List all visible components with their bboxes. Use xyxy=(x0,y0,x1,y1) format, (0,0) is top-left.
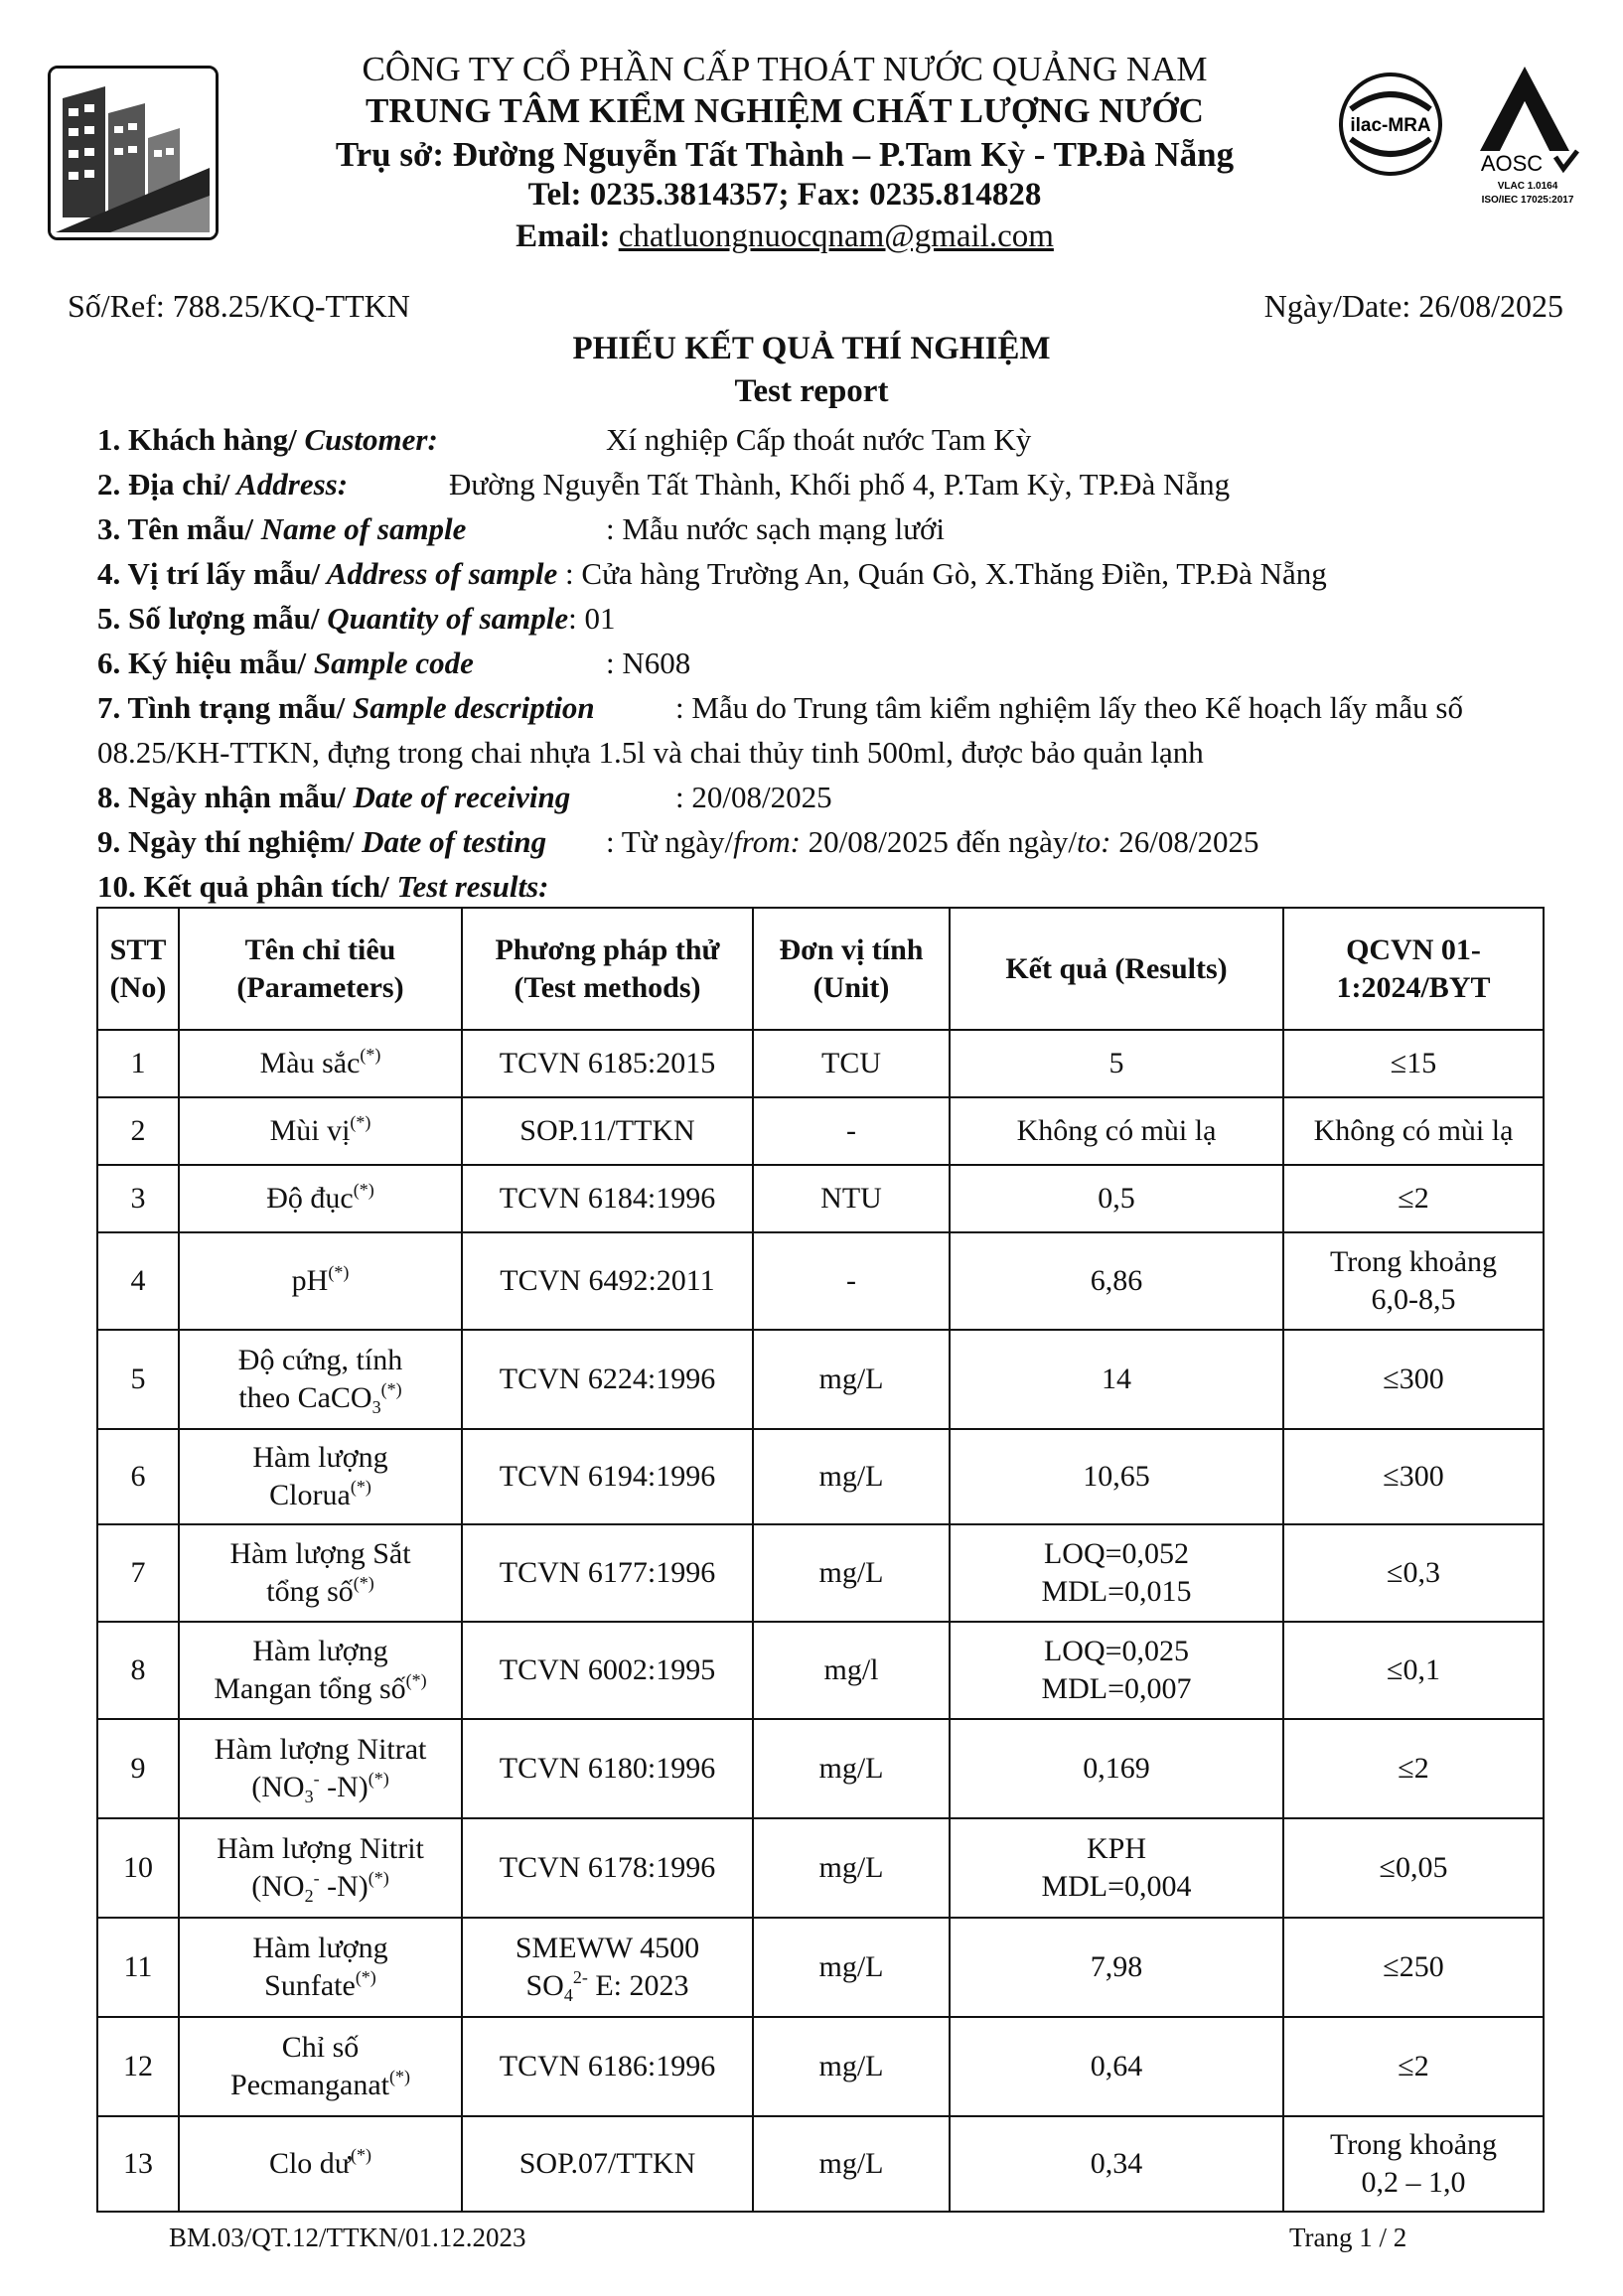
cell-param: pH(*) xyxy=(179,1232,462,1330)
email-label: Email: xyxy=(516,218,619,254)
cell-limit: ≤0,3 xyxy=(1283,1524,1544,1622)
table-header-row xyxy=(97,908,1544,1030)
company-name: CÔNG TY CỔ PHẦN CẤP THOÁT NƯỚC QUẢNG NAM xyxy=(362,50,1208,88)
table-row xyxy=(97,2116,1544,2212)
receive-date-value: : 20/08/2025 xyxy=(675,780,832,814)
contact-email xyxy=(248,218,1321,255)
cell-limit: ≤300 xyxy=(1283,1330,1544,1429)
sample-name-value: : Mẫu nước sạch mạng lưới xyxy=(606,511,946,546)
cell-no: 7 xyxy=(97,1524,179,1622)
testing-date-label-en: Date of testing xyxy=(354,824,547,859)
cell-unit: mg/L xyxy=(753,1818,950,1918)
svg-text:AOSC: AOSC xyxy=(1480,151,1544,176)
report-title: PHIẾU KẾT QUẢ THÍ NGHIỆM xyxy=(572,331,1051,366)
cell-param: Chỉ số Pecmanganat(*) xyxy=(179,2017,462,2116)
form-code: BM.03/QT.12/TTKN/01.12.2023 xyxy=(169,2223,526,2252)
header-parameters: Tên chỉ tiêu (Parameters) xyxy=(179,908,462,1030)
sample-location-line xyxy=(97,556,1327,592)
cell-limit: ≤2 xyxy=(1283,1719,1544,1818)
table-row xyxy=(97,1232,1544,1330)
header-unit: Đơn vị tính (Unit) xyxy=(753,908,950,1030)
cell-method: SOP.07/TTKN xyxy=(462,2116,753,2212)
ilac-mra-logo xyxy=(1336,70,1445,179)
cell-param: Hàm lượng Nitrat ($NO_3^-$ -N)(*) xyxy=(179,1719,462,1818)
table-row xyxy=(97,1330,1544,1429)
testing-date-value xyxy=(606,824,1258,860)
testing-to-value: 26/08/2025 xyxy=(1110,824,1259,859)
cell-param: Hàm lượng Mangan tổng số(*) xyxy=(179,1622,462,1719)
sample-quantity-label-en: Quantity of sample xyxy=(319,601,569,636)
table-row xyxy=(97,1165,1544,1232)
receive-date-line xyxy=(97,780,570,815)
svg-text:ilac-MRA: ilac-MRA xyxy=(1350,115,1431,136)
header-no: STT (No) xyxy=(97,908,179,1030)
cell-result: 0,169 xyxy=(950,1719,1283,1818)
sample-description-value: : Mẫu do Trung tâm kiểm nghiệm lấy theo Kế hoạch lấy mẫu số xyxy=(675,690,1463,725)
sample-description-value-cont: 08.25/KH-TTKN, đựng trong chai nhựa 1.5l và chai thủy tinh 500ml, được bảo quản lạnh xyxy=(97,735,1204,770)
cell-unit: mg/L xyxy=(753,1719,950,1818)
customer-value: Xí nghiệp Cấp thoát nước Tam Kỳ xyxy=(606,422,1032,457)
customer-label-en: Customer: xyxy=(296,422,438,457)
header-results: Kết quả (Results) xyxy=(950,908,1283,1030)
table-row xyxy=(97,1622,1544,1719)
cell-limit: ≤2 xyxy=(1283,2017,1544,2116)
cell-unit: mg/L xyxy=(753,1429,950,1524)
header-limit: QCVN 01- 1:2024/BYT xyxy=(1283,908,1544,1030)
cell-limit: ≤250 xyxy=(1283,1918,1544,2017)
cell-method: TCVN 6180:1996 xyxy=(462,1719,753,1818)
cell-unit: TCU xyxy=(753,1030,950,1097)
header-test-methods: Phương pháp thử (Test methods) xyxy=(462,908,753,1030)
cell-method: TCVN 6185:2015 xyxy=(462,1030,753,1097)
email-link[interactable]: chatluongnuocqnam@gmail.com xyxy=(618,218,1054,254)
cell-result: LOQ=0,025 MDL=0,007 xyxy=(950,1622,1283,1719)
cell-method: TCVN 6177:1996 xyxy=(462,1524,753,1622)
sample-description-line xyxy=(97,690,595,726)
customer-label: 1. Khách hàng/ xyxy=(97,422,297,457)
svg-text:ISO/IEC 17025:2017: ISO/IEC 17025:2017 xyxy=(1481,195,1574,206)
cell-no: 5 xyxy=(97,1330,179,1429)
address-line xyxy=(97,467,348,502)
cell-result: 5 xyxy=(950,1030,1283,1097)
cell-param: Độ cứng, tính theo CaCO$_3$(*) xyxy=(179,1330,462,1429)
results-heading xyxy=(97,869,548,905)
cell-param: Hàm lượng Nitrit ($NO_2^-$ -N)(*) xyxy=(179,1818,462,1918)
sample-code-value: : N608 xyxy=(606,646,691,680)
results-heading-label: 10. Kết quả phân tích/ xyxy=(97,869,389,904)
cell-unit: mg/L xyxy=(753,2017,950,2116)
cell-param: Mùi vị(*) xyxy=(179,1097,462,1165)
cell-unit: mg/L xyxy=(753,1524,950,1622)
cell-result: 0,64 xyxy=(950,2017,1283,2116)
cell-unit: mg/l xyxy=(753,1622,950,1719)
cell-method: SOP.11/TTKN xyxy=(462,1097,753,1165)
sample-description-label: 7. Tình trạng mẫu/ xyxy=(97,690,346,725)
cell-unit: NTU xyxy=(753,1165,950,1232)
cell-unit: mg/L xyxy=(753,1918,950,2017)
table-row xyxy=(97,1524,1544,1622)
address-label-en: Address: xyxy=(229,467,349,502)
results-heading-label-en: Test results: xyxy=(388,869,549,904)
cell-param: Màu sắc(*) xyxy=(179,1030,462,1097)
results-table xyxy=(96,907,1545,2213)
cell-limit: ≤15 xyxy=(1283,1030,1544,1097)
testing-date-line xyxy=(97,824,546,860)
table-row xyxy=(97,1818,1544,1918)
sample-location-label-en: Address of sample xyxy=(320,556,558,591)
reference-number: Số/Ref: 788.25/KQ-TTKN xyxy=(68,288,410,324)
cell-result: 7,98 xyxy=(950,1918,1283,2017)
sample-code-label: 6. Ký hiệu mẫu/ xyxy=(97,646,307,680)
cell-no: 6 xyxy=(97,1429,179,1524)
cell-no: 2 xyxy=(97,1097,179,1165)
page-number: Trang 1 / 2 xyxy=(1289,2223,1407,2252)
sample-name-line xyxy=(97,511,466,547)
receive-date-label-en: Date of receiving xyxy=(345,780,571,814)
cell-unit: mg/L xyxy=(753,2116,950,2212)
cell-result: 6,86 xyxy=(950,1232,1283,1330)
sample-location-value: : Cửa hàng Trường An, Quán Gò, X.Thăng Điền, TP.Đà Nẵng xyxy=(557,556,1327,591)
cell-no: 10 xyxy=(97,1818,179,1918)
sample-name-label: 3. Tên mẫu/ xyxy=(97,511,254,546)
cell-limit: ≤300 xyxy=(1283,1429,1544,1524)
cell-param: Hàm lượng Sunfate(*) xyxy=(179,1918,462,2017)
cell-no: 11 xyxy=(97,1918,179,2017)
testing-from-label: : Từ ngày/ xyxy=(606,824,734,859)
cell-method: SMEWW 4500 $SO_4^{2-}$ E: 2023 xyxy=(462,1918,753,2017)
cell-limit: ≤0,05 xyxy=(1283,1818,1544,1918)
cell-result: KPH MDL=0,004 xyxy=(950,1818,1283,1918)
company-logo xyxy=(48,66,219,240)
sample-name-label-en: Name of sample xyxy=(253,511,467,546)
cell-no: 9 xyxy=(97,1719,179,1818)
cell-method: TCVN 6492:2011 xyxy=(462,1232,753,1330)
cell-method: TCVN 6184:1996 xyxy=(462,1165,753,1232)
cell-unit: - xyxy=(753,1097,950,1165)
cell-method: TCVN 6194:1996 xyxy=(462,1429,753,1524)
customer-line xyxy=(97,422,438,458)
cell-method: TCVN 6186:1996 xyxy=(462,2017,753,2116)
cell-param: Clo dư(*) xyxy=(179,2116,462,2212)
cell-param: Hàm lượng Sắt tổng số(*) xyxy=(179,1524,462,1622)
testing-to-en: to: xyxy=(1077,824,1111,859)
cell-no: 13 xyxy=(97,2116,179,2212)
address-label: 2. Địa chỉ/ xyxy=(97,467,230,502)
aosc-accreditation-icon xyxy=(1460,62,1589,209)
cell-limit: ≤2 xyxy=(1283,1165,1544,1232)
cell-no: 8 xyxy=(97,1622,179,1719)
report-date: Ngày/Date: 26/08/2025 xyxy=(1263,288,1563,324)
cell-limit: Trong khoảng 0,2 – 1,0 xyxy=(1283,2116,1544,2212)
building-logo-icon xyxy=(51,69,216,237)
sample-quantity-line xyxy=(97,601,616,637)
cell-method: TCVN 6002:1995 xyxy=(462,1622,753,1719)
cell-unit: mg/L xyxy=(753,1330,950,1429)
contact-phone-fax: Tel: 0235.3814357; Fax: 0235.814828 xyxy=(527,177,1042,213)
cell-result: 0,34 xyxy=(950,2116,1283,2212)
cell-no: 1 xyxy=(97,1030,179,1097)
cell-result: 14 xyxy=(950,1330,1283,1429)
sample-quantity-label: 5. Số lượng mẫu/ xyxy=(97,601,320,636)
center-name: TRUNG TÂM KIỂM NGHIỆM CHẤT LƯỢNG NƯỚC xyxy=(366,91,1204,130)
cell-result: Không có mùi lạ xyxy=(950,1097,1283,1165)
sample-code-label-en: Sample code xyxy=(306,646,474,680)
ilac-mra-icon xyxy=(1336,70,1445,179)
cell-no: 12 xyxy=(97,2017,179,2116)
cell-method: TCVN 6178:1996 xyxy=(462,1818,753,1918)
cell-limit: Trong khoảng 6,0-8,5 xyxy=(1283,1232,1544,1330)
table-row xyxy=(97,1097,1544,1165)
svg-text:VLAC 1.0164: VLAC 1.0164 xyxy=(1497,181,1558,192)
testing-date-label: 9. Ngày thí nghiệm/ xyxy=(97,824,355,859)
sample-description-label-en: Sample description xyxy=(345,690,595,725)
table-row xyxy=(97,1429,1544,1524)
cell-param: Hàm lượng Clorua(*) xyxy=(179,1429,462,1524)
address-value: Đường Nguyễn Tất Thành, Khối phố 4, P.Tam Kỳ, TP.Đà Nẵng xyxy=(449,467,1231,502)
cell-no: 4 xyxy=(97,1232,179,1330)
sample-location-label: 4. Vị trí lấy mẫu/ xyxy=(97,556,321,591)
table-row xyxy=(97,1918,1544,2017)
testing-to-label: 20/08/2025 đến ngày/ xyxy=(800,824,1078,859)
cell-method: TCVN 6224:1996 xyxy=(462,1330,753,1429)
cell-result: LOQ=0,052 MDL=0,015 xyxy=(950,1524,1283,1622)
cell-result: 0,5 xyxy=(950,1165,1283,1232)
cell-limit: ≤0,1 xyxy=(1283,1622,1544,1719)
cell-param: Độ đục(*) xyxy=(179,1165,462,1232)
sample-code-line xyxy=(97,646,474,681)
report-title-english: Test report xyxy=(734,373,889,409)
cell-no: 3 xyxy=(97,1165,179,1232)
table-row xyxy=(97,1719,1544,1818)
cell-unit: - xyxy=(753,1232,950,1330)
cell-result: 10,65 xyxy=(950,1429,1283,1524)
sample-quantity-value: : 01 xyxy=(568,601,616,636)
center-address: Trụ sở: Đường Nguyễn Tất Thành – P.Tam Kỳ - TP.Đà Nẵng xyxy=(335,135,1235,174)
testing-from-en: from: xyxy=(733,824,801,859)
cell-limit: Không có mùi lạ xyxy=(1283,1097,1544,1165)
aosc-logo xyxy=(1460,62,1589,209)
table-row xyxy=(97,1030,1544,1097)
table-row xyxy=(97,2017,1544,2116)
receive-date-label: 8. Ngày nhận mẫu/ xyxy=(97,780,346,814)
